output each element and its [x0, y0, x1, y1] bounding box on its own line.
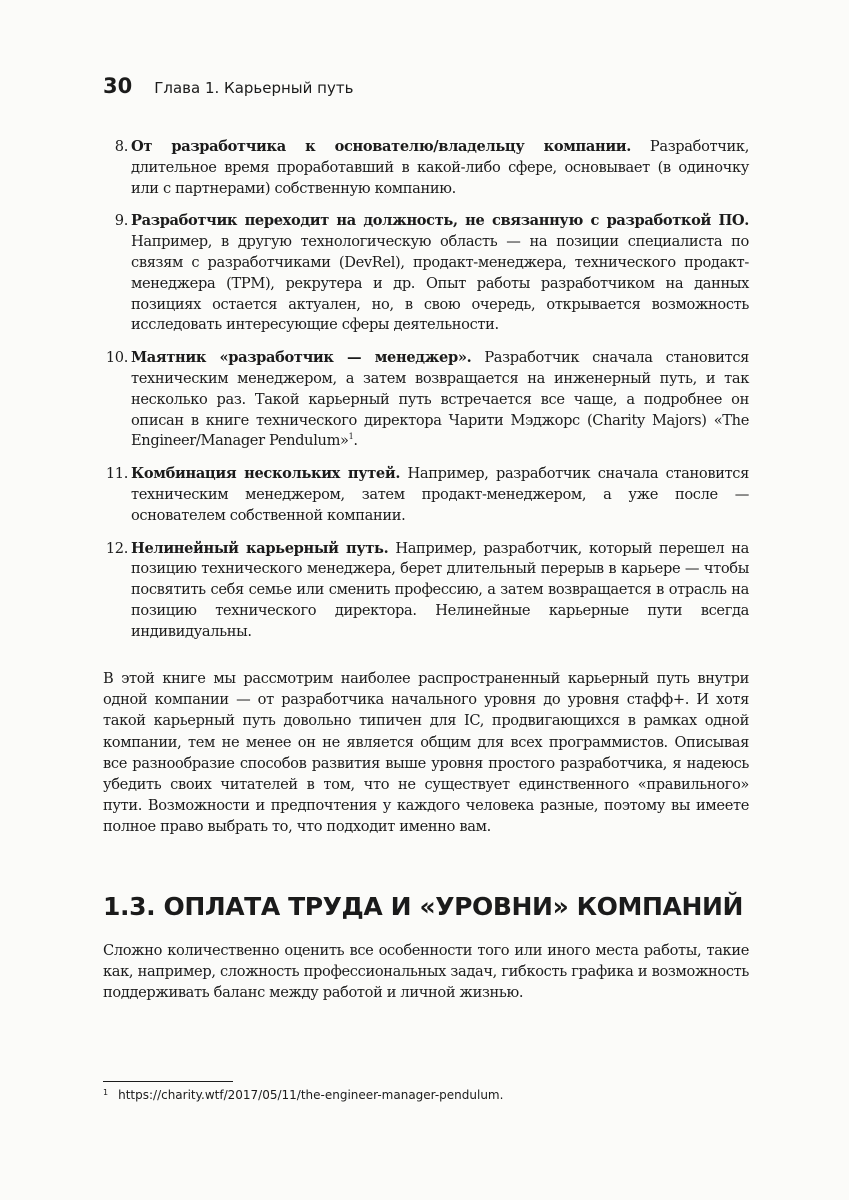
list-item-text: Например, разработчик сначала становится техническим менеджером, затем продакт-менеджером, а уже после — основателем собственной компании. — [131, 465, 749, 524]
list-item-text: Разработчик, длительное время проработавший в какой-либо сфере, основывает (в одиночку или с партнерами) собственную компанию. — [131, 138, 749, 197]
list-item-number: 8. — [114, 138, 128, 155]
list-item-body — [131, 137, 749, 199]
list-item — [103, 464, 749, 526]
list-item-body — [131, 464, 749, 526]
list-item-title: Разработчик переходит на должность, не связанную с разработкой ПО. — [131, 212, 749, 230]
list-item-title: Нелинейный карьерный путь. — [131, 539, 389, 557]
list-item-title: Маятник «разработчик — менеджер». — [131, 349, 472, 367]
list-item-text-end: . — [353, 432, 358, 450]
list-item-body — [131, 539, 749, 643]
list-item-text: Например, разработчик, который перешел на позицию технического менеджера, берет длительный перерыв в карьере — чтобы посвятить себя семье или сменить профессию, а затем возвращается в отрасль на позицию технического директора. Нелинейные карьерные пути всегда индивидуальны. — [131, 539, 749, 640]
footnote-link[interactable]: https://charity.wtf/2017/05/11/the-engineer-manager-pendulum. — [118, 1088, 504, 1102]
list-item-body — [131, 348, 749, 452]
footnote-divider — [103, 1081, 233, 1082]
running-header — [103, 74, 353, 98]
list-item-number: 9. — [114, 212, 128, 230]
section-heading: 1.3. ОПЛАТА ТРУДА И «УРОВНИ» КОМПАНИЙ — [103, 892, 744, 921]
list-item-text: Например, в другую технологическую область — на позиции специалиста по связям с разработчиками (DevRel), продакт-менеджера, технического продакт-менеджера (TPM), рекрутера и др. Опыт работы разработчиком на данных позициях остается актуален, но, в свою очередь, открывается возможность исследовать интересующие сферы деятельности. — [131, 233, 749, 334]
body-paragraph: В этой книге мы рассмотрим наиболее распространенный карьерный путь внутри одной компании — от разработчика начального уровня до уровня стафф+. И хотя такой карьерный путь довольно типичен для IC, продвигающихся в рамках одной компании, тем не менее он не является общим для всех программистов. Описывая все разнообразие способов развития выше уровня простого разработчика, я надеюсь убедить своих читателей в том, что не существует единственного «правильного» пути. Возможности и предпочтения у каждого человека разные, поэтому вы имеете полное право выбрать то, что подходит именно вам. — [103, 670, 749, 836]
list-item — [103, 137, 749, 199]
list-item — [103, 211, 749, 336]
list-item-number: 11. — [105, 465, 128, 483]
list-item-number: 12. — [105, 539, 128, 557]
career-paths-list — [103, 137, 749, 655]
section-paragraph: Сложно количественно оценить все особенности того или иного места работы, такие как, например, сложность профессиональных задач, гибкость графика и возможность поддерживать баланс между работой и личной жизнью. — [103, 942, 749, 1002]
chapter-title: Глава 1. Карьерный путь — [154, 79, 354, 97]
list-item-title: Комбинация нескольких путей. — [131, 465, 401, 483]
list-item — [103, 539, 749, 643]
list-item-number: 10. — [105, 349, 128, 367]
footnote-mark: 1 — [103, 1088, 109, 1097]
list-item — [103, 348, 749, 452]
footnote — [103, 1088, 503, 1102]
list-item-text: Разработчик сначала становится техническим менеджером, а затем возвращается на инженерный путь, и так несколько раз. Такой карьерный путь встречается все чаще, а подробнее он описан в книге технического директора Чарити Мэджорс (Charity Majors) «The Engineer/Manager Pendulum» — [131, 349, 749, 450]
list-item-body — [131, 211, 749, 336]
page-number: 30 — [103, 74, 133, 98]
list-item-title: От разработчика к основателю/владельцу компании. — [131, 138, 632, 155]
footnote-reference[interactable]: 1 — [348, 432, 354, 442]
